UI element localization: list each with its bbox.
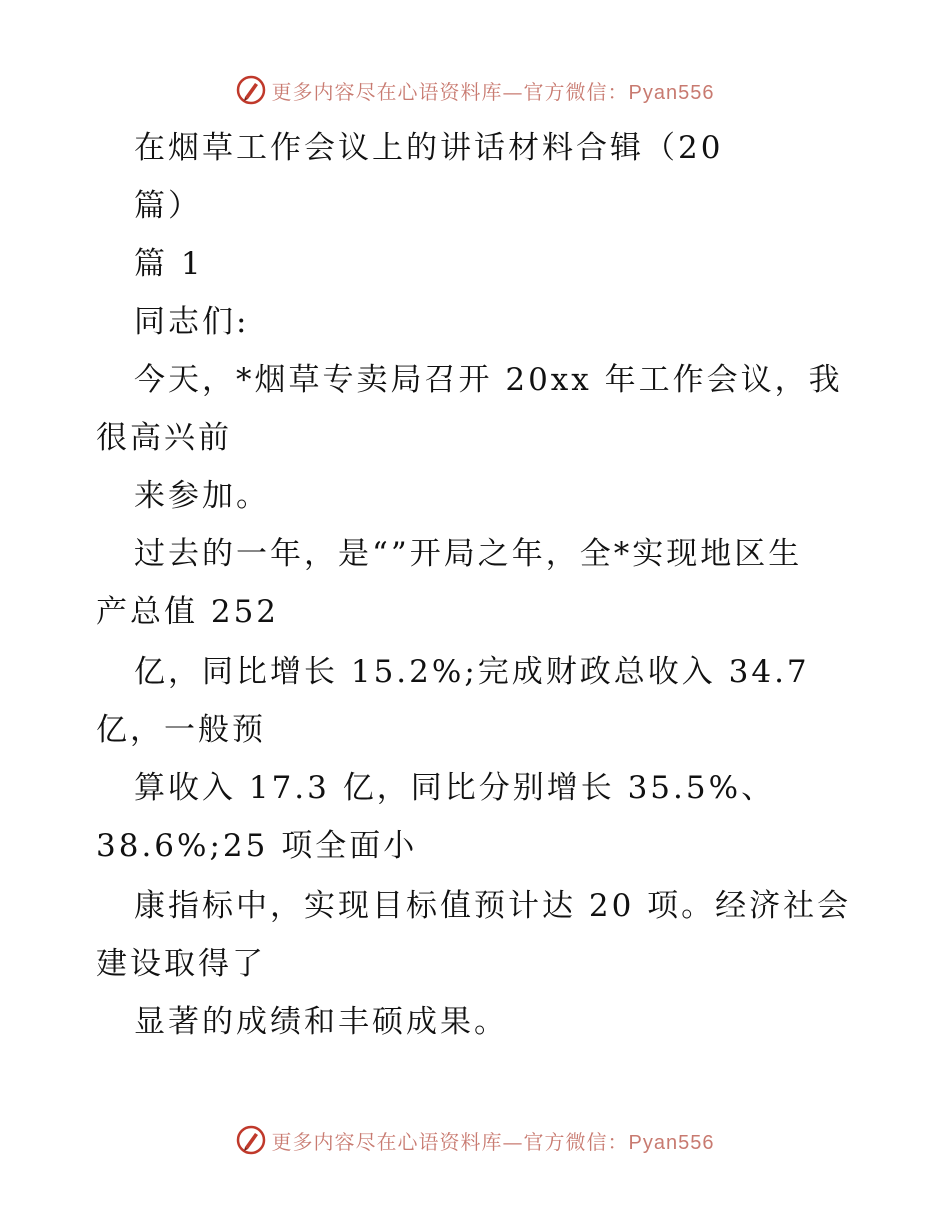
paragraph-line: 康指标中，实现目标值预计达 20 项。经济社会 <box>134 888 852 924</box>
paragraph-line: 算收入 17.3 亿，同比分别增长 35.5%、 <box>134 770 776 806</box>
salutation: 同志们: <box>134 304 250 340</box>
paragraph-line: 过去的一年，是“”开局之年，全*实现地区生 <box>134 536 803 572</box>
watermark-text <box>272 1126 715 1155</box>
paragraph-line: 显著的成绩和丰硕成果。 <box>134 1004 508 1040</box>
paragraph-line: 亿，同比增长 15.2%;完成财政总收入 34.7 <box>134 654 810 690</box>
document-title-line-2: 篇） <box>134 188 202 224</box>
paragraph-line: 今天，*烟草专卖局召开 20xx 年工作会议，我 <box>134 362 843 398</box>
paragraph-line: 很高兴前 <box>96 420 232 456</box>
watermark-contact: 官方微信：Pyan556 <box>523 1131 715 1154</box>
watermark-separator: — <box>502 79 524 104</box>
pen-logo-icon <box>236 1125 266 1155</box>
watermark-contact: 官方微信：Pyan556 <box>523 81 715 104</box>
footer-watermark-banner <box>0 1120 950 1160</box>
paragraph-line: 来参加。 <box>134 478 270 514</box>
paragraph-line: 亿，一般预 <box>96 712 266 748</box>
section-heading: 篇 1 <box>134 246 204 282</box>
paragraph-line: 38.6%;25 项全面小 <box>96 828 418 864</box>
paragraph-line: 产总值 252 <box>96 594 280 630</box>
watermark-site-name: 更多内容尽在心语资料库 <box>271 79 503 104</box>
watermark-separator: — <box>502 1129 524 1154</box>
paragraph-line: 建设取得了 <box>96 946 266 982</box>
document-title-line-1: 在烟草工作会议上的讲话材料合辑（20 <box>134 130 724 166</box>
watermark-site-name: 更多内容尽在心语资料库 <box>271 1129 503 1154</box>
